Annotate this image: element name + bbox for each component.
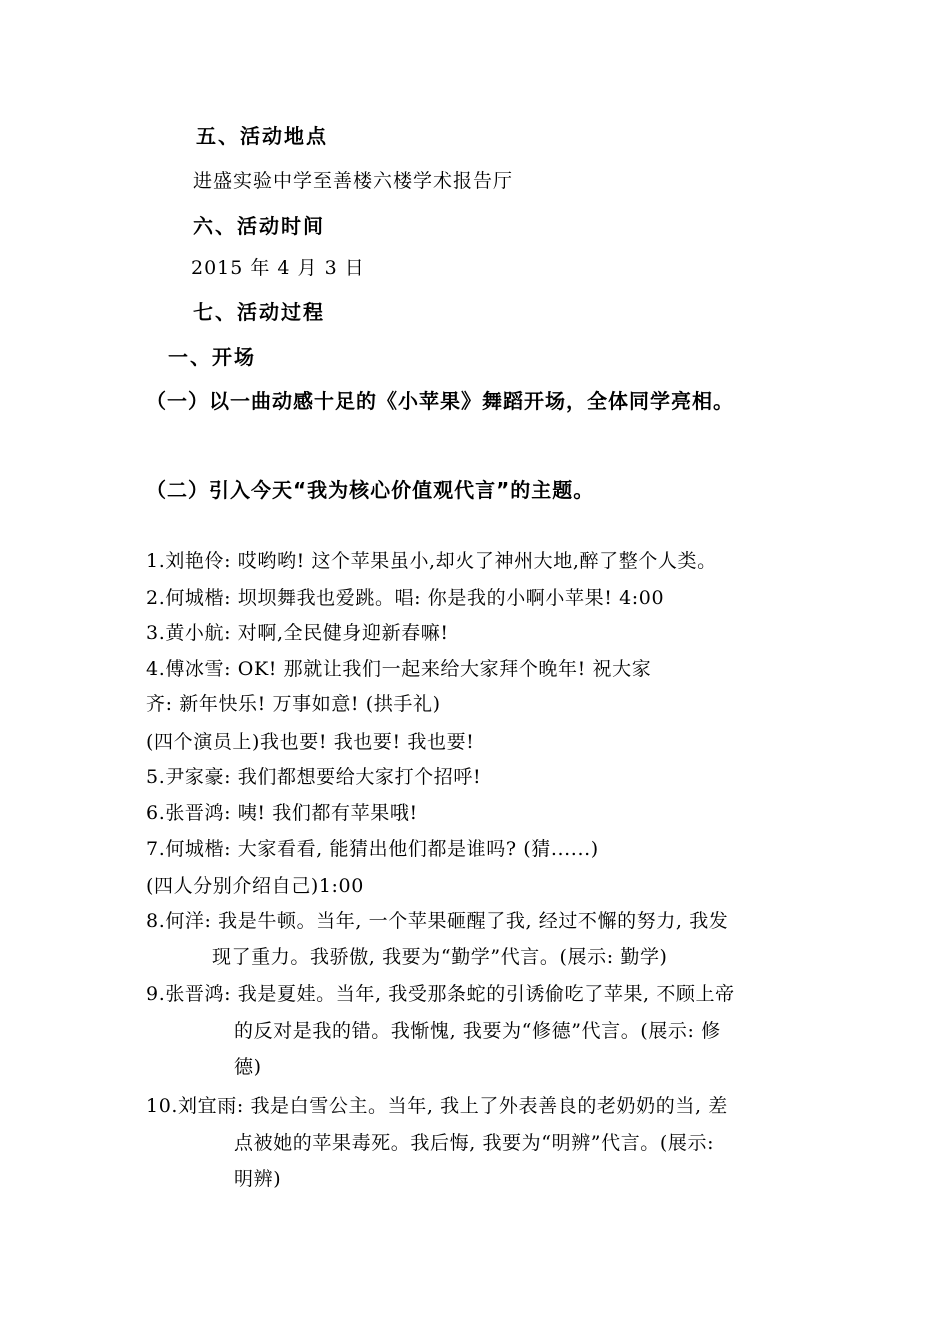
script-line-12-cont: 的反对是我的错。我惭愧, 我要为“修德”代言。(展示: 修 [234,1020,721,1042]
script-line-3: 3.黄小航: 对啊,全民健身迎新春嘛! [146,622,449,644]
subsection-2: （二）引入今天“我为核心价值观代言”的主题。 [146,478,595,502]
section-6-body: 2015 年 4 月 3 日 [191,257,365,279]
script-line-12-cont-2: 德) [234,1056,262,1078]
section-6-heading: 六、活动时间 [193,214,325,238]
section-7-heading: 七、活动过程 [193,300,325,324]
script-line-6: (四个演员上)我也要! 我也要! 我也要! [146,731,475,753]
script-line-2: 2.何城楷: 坝坝舞我也爱跳。唱: 你是我的小啊小苹果! 4:00 [146,587,665,609]
script-line-10: (四人分别介绍自己)1:00 [146,875,364,897]
script-line-1: 1.刘艳伶: 哎哟哟! 这个苹果虽小,却火了神州大地,醉了整个人类。 [146,550,717,572]
script-line-4: 4.傅冰雪: OK! 那就让我们一起来给大家拜个晚年! 祝大家 [146,658,652,680]
section-5-heading: 五、活动地点 [196,124,328,148]
script-line-7: 5.尹家豪: 我们都想要给大家打个招呼! [146,766,482,788]
script-line-13-cont: 点被她的苹果毒死。我后悔, 我要为“明辨”代言。(展示: [234,1132,715,1154]
subsection-1: （一）以一曲动感十足的《小苹果》舞蹈开场，全体同学亮相。 [146,389,734,413]
script-line-11: 8.何洋: 我是牛顿。当年, 一个苹果砸醒了我, 经过不懈的努力, 我发 [146,910,729,932]
script-line-5: 齐: 新年快乐! 万事如意! (拱手礼) [146,693,441,715]
script-line-11-cont: 现了重力。我骄傲, 我要为“勤学”代言。(展示: 勤学) [212,946,668,968]
script-line-9: 7.何城楷: 大家看看, 能猜出他们都是谁吗? (猜......) [146,838,599,860]
script-line-13-cont-2: 明辨) [234,1168,282,1190]
script-line-12: 9.张晋鸿: 我是夏娃。当年, 我受那条蛇的引诱偷吃了苹果, 不顾上帝 [146,983,735,1005]
part-1-heading: 一、开场 [168,345,256,369]
section-5-body: 进盛实验中学至善楼六楼学术报告厅 [193,170,514,192]
script-line-8: 6.张晋鸿: 咦! 我们都有苹果哦! [146,802,418,824]
script-line-13: 10.刘宜雨: 我是白雪公主。当年, 我上了外表善良的老奶奶的当, 差 [146,1095,728,1117]
